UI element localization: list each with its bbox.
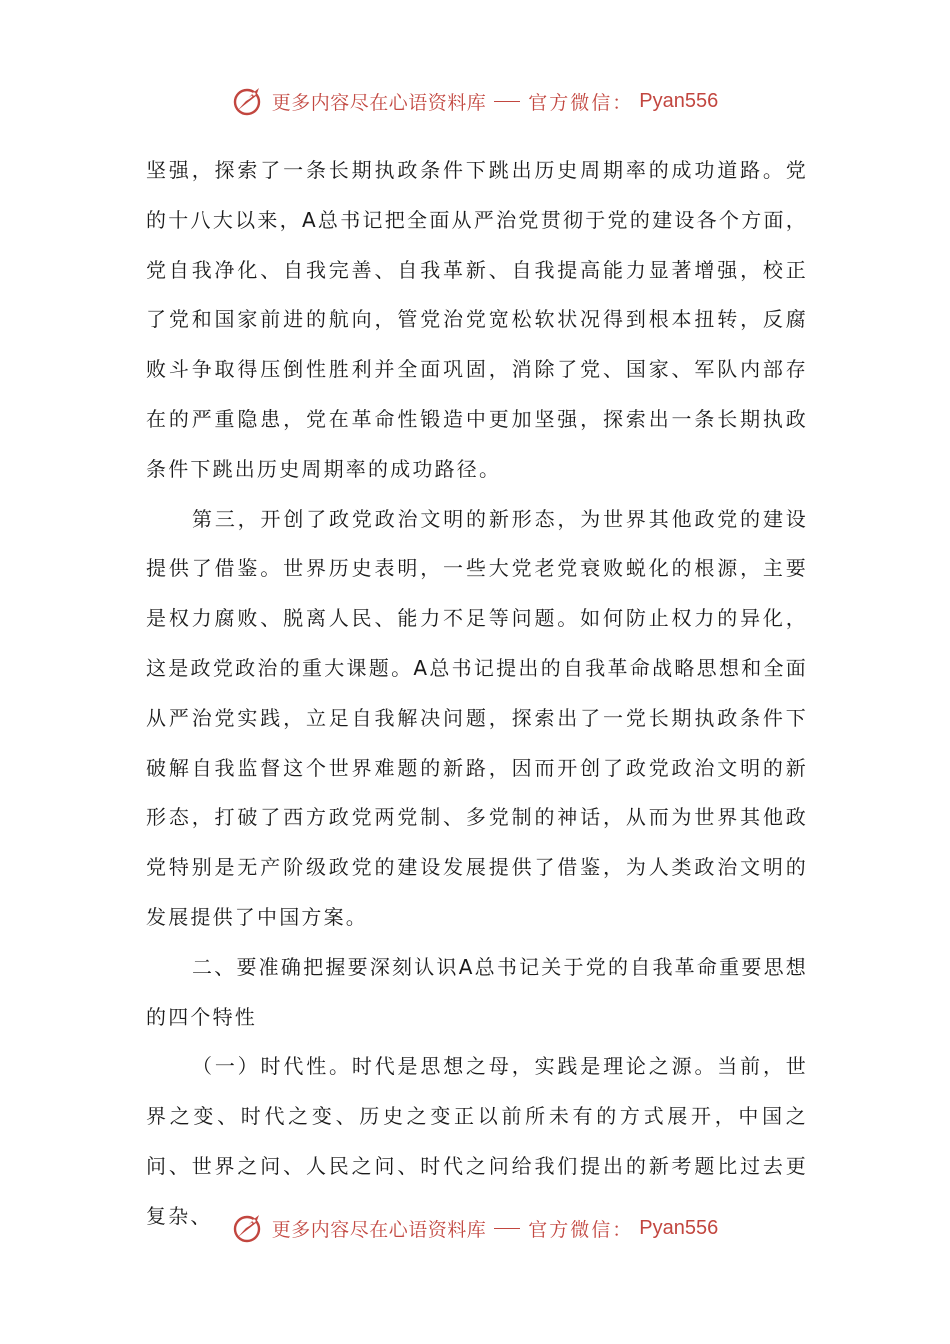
watermark-footer xyxy=(0,1211,950,1245)
document-body xyxy=(146,146,808,1242)
section-heading: 二、要准确把握要深刻认识A总书记关于党的自我革命重要思想的四个特性 xyxy=(146,954,808,1029)
watermark-wechat-id: Pyan556 xyxy=(639,1216,719,1239)
watermark-main-text: 更多内容尽在心语资料库 xyxy=(271,1218,487,1241)
watermark-separator xyxy=(494,1228,520,1229)
paragraph: （一）时代性。时代是思想之母，实践是理论之源。当前，世界之变、时代之变、历史之变正以前所未有的方式展开，中国之问、世界之问、人民之问、时代之问给我们提出的新考题比过去更复杂、 xyxy=(146,1054,808,1228)
watermark-header xyxy=(0,84,950,118)
watermark-label: 官方微信： xyxy=(528,91,634,114)
watermark-label: 官方微信： xyxy=(528,1218,634,1241)
pen-nib-logo-icon xyxy=(232,1211,266,1245)
watermark-separator xyxy=(494,101,520,102)
watermark-main-text: 更多内容尽在心语资料库 xyxy=(271,91,487,114)
paragraph: 坚强，探索了一条长期执政条件下跳出历史周期率的成功道路。党的十八大以来，A总书记把全面从严治党贯彻于党的建设各个方面，党自我净化、自我完善、自我革新、自我提高能力显著增强，校正了党和国家前进的航向，管党治党宽松软状况得到根本扭转，反腐败斗争取得压倒性胜利并全面巩固，消除了党、国家、军队内部存在的严重隐患，党在革命性锻造中更加坚强，探索出一条长期执政条件下跳出历史周期率的成功路径。 xyxy=(146,158,808,481)
watermark-wechat-id: Pyan556 xyxy=(639,89,719,112)
paragraph: 第三，开创了政党政治文明的新形态，为世界其他政党的建设提供了借鉴。世界历史表明，一些大党老党衰败蜕化的根源，主要是权力腐败、脱离人民、能力不足等问题。如何防止权力的异化，这是政党政治的重大课题。A总书记提出的自我革命战略思想和全面从严治党实践，立足自我解决问题，探索出了一党长期执政条件下破解自我监督这个世界难题的新路，因而开创了政党政治文明的新形态，打破了西方政党两党制、多党制的神话，从而为世界其他政党特别是无产阶级政党的建设发展提供了借鉴，为人类政治文明的发展提供了中国方案。 xyxy=(146,506,808,929)
pen-nib-logo-icon xyxy=(232,84,266,118)
